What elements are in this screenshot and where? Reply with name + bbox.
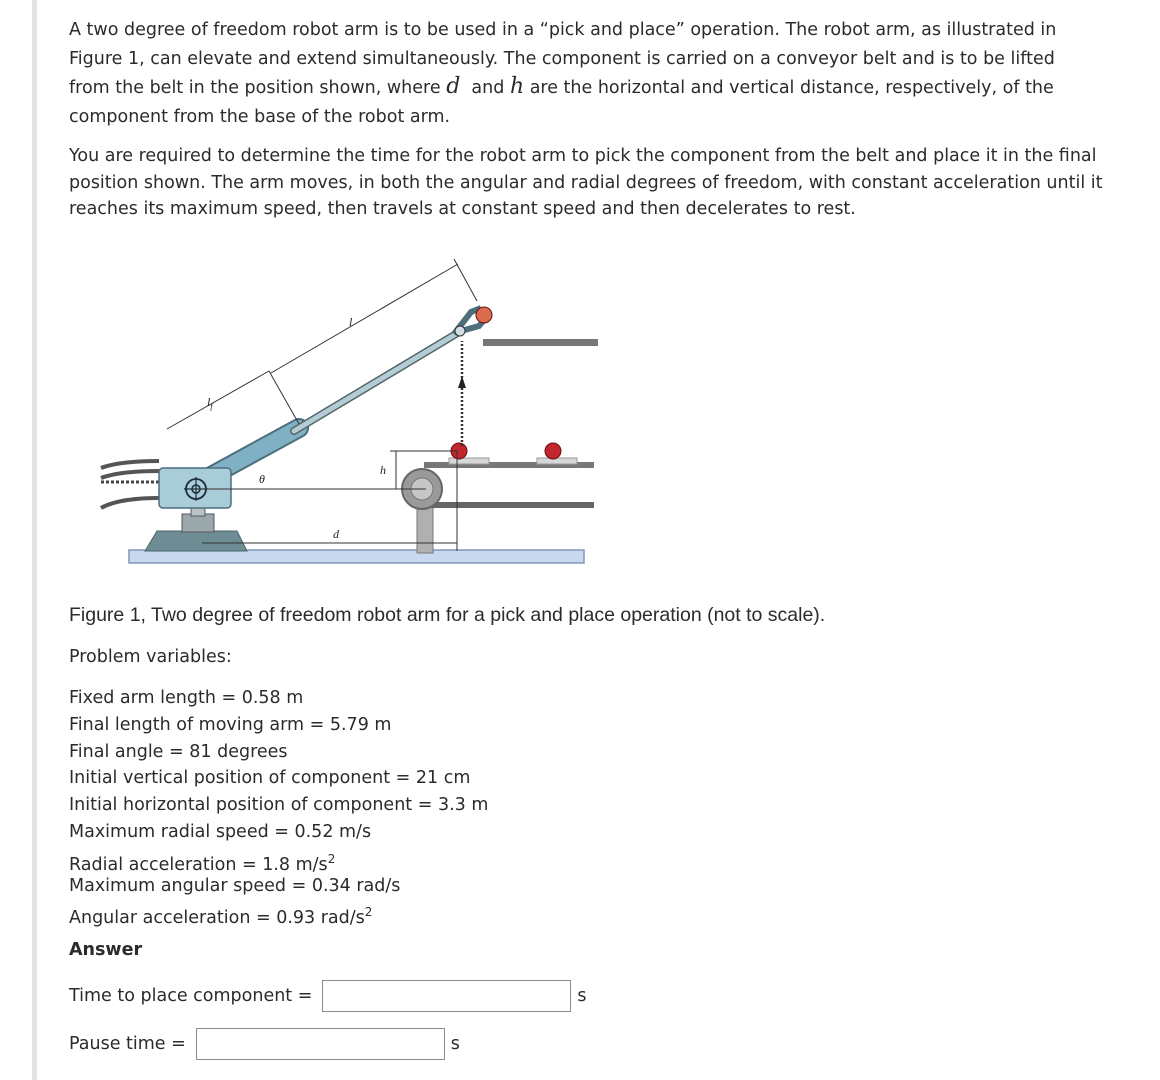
variables-heading: Problem variables: <box>69 647 232 667</box>
robot-arm-diagram <box>99 246 599 576</box>
variable-row: Initial horizontal position of component = 3.3 m <box>69 795 489 816</box>
pause-unit: s <box>450 1034 460 1054</box>
variable-row: Final length of moving arm = 5.79 m <box>69 714 392 735</box>
p1-text-b: are the horizontal and vertical distance, respectively, of the component from the base of the robot arm. <box>69 78 1054 127</box>
variable-row: Initial vertical position of component = 21 cm <box>69 768 471 789</box>
problem-paragraph-2: You are required to determine the time for the robot arm to pick the component from the belt and place it in the final position shown. The arm moves, in both the angular and radial degrees of freedom, with constant acceleration until it reaches its maximum speed, then travels at constant speed and then decelerates to rest. <box>69 146 1103 220</box>
variable-row: Maximum angular speed = 0.34 rad/s <box>69 875 401 896</box>
pause-label: Pause time = <box>69 1034 186 1054</box>
dim-l <box>271 264 458 373</box>
label-lf: $l_f$ <box>207 395 213 411</box>
lift-arrow <box>458 376 466 388</box>
pause-answer-row <box>69 1028 460 1060</box>
label-theta: θ <box>259 472 265 486</box>
dim-l-ext-2 <box>454 259 477 301</box>
problem-paragraph-1 <box>69 16 1069 131</box>
label-l: l <box>349 315 353 329</box>
variable-row: Maximum radial speed = 0.52 m/s <box>69 821 372 842</box>
robot-base <box>145 531 247 551</box>
answer-heading: Answer <box>69 940 143 960</box>
base-column <box>182 514 214 532</box>
component-next <box>545 443 561 459</box>
tray-2 <box>537 458 577 464</box>
label-h: h <box>380 463 386 477</box>
time-answer-row <box>69 980 587 1012</box>
time-label: Time to place component = <box>69 986 313 1006</box>
component-final <box>476 307 492 323</box>
tray-1 <box>449 458 489 464</box>
pause-input[interactable] <box>196 1028 445 1060</box>
gripper-joint <box>455 326 465 336</box>
variables-list <box>69 685 489 929</box>
conveyor-bottom <box>424 502 594 508</box>
dim-l-ext <box>269 371 299 424</box>
floor <box>129 550 584 563</box>
p1-text-a: A two degree of freedom robot arm is to be used in a “pick and place” operation. The robot arm, as illustrated in Figure 1, can elevate and extend simultaneously. The component is carried on a conveyor belt and is to be lifted from the belt in the position shown, where <box>69 20 1057 98</box>
robot-arm-figure <box>99 246 599 576</box>
time-input[interactable] <box>322 980 571 1012</box>
cable-1 <box>101 461 159 468</box>
var-h: h <box>509 74 525 99</box>
variable-row: Angular acceleration = 0.93 rad/$s^2$ <box>69 905 373 929</box>
figure-caption: Figure 1, Two degree of freedom robot arm for a pick and place operation (not to scale). <box>69 604 826 626</box>
label-d: d <box>333 527 339 541</box>
variable-row: Radial acceleration = 1.8 $m/s^2$ <box>69 851 336 875</box>
moving-arm <box>294 331 461 431</box>
arm-housing <box>159 468 231 508</box>
variable-row: Final angle = 81 degrees <box>69 741 288 762</box>
cable-3 <box>101 498 159 508</box>
var-d: d <box>446 74 461 99</box>
cable-2 <box>101 471 159 478</box>
final-shelf <box>483 339 598 346</box>
left-border <box>32 0 37 1080</box>
dim-lf <box>167 371 269 429</box>
p1-and: and <box>471 78 505 98</box>
variable-row: Fixed arm length = 0.58 m <box>69 688 304 708</box>
time-unit: s <box>577 986 587 1006</box>
